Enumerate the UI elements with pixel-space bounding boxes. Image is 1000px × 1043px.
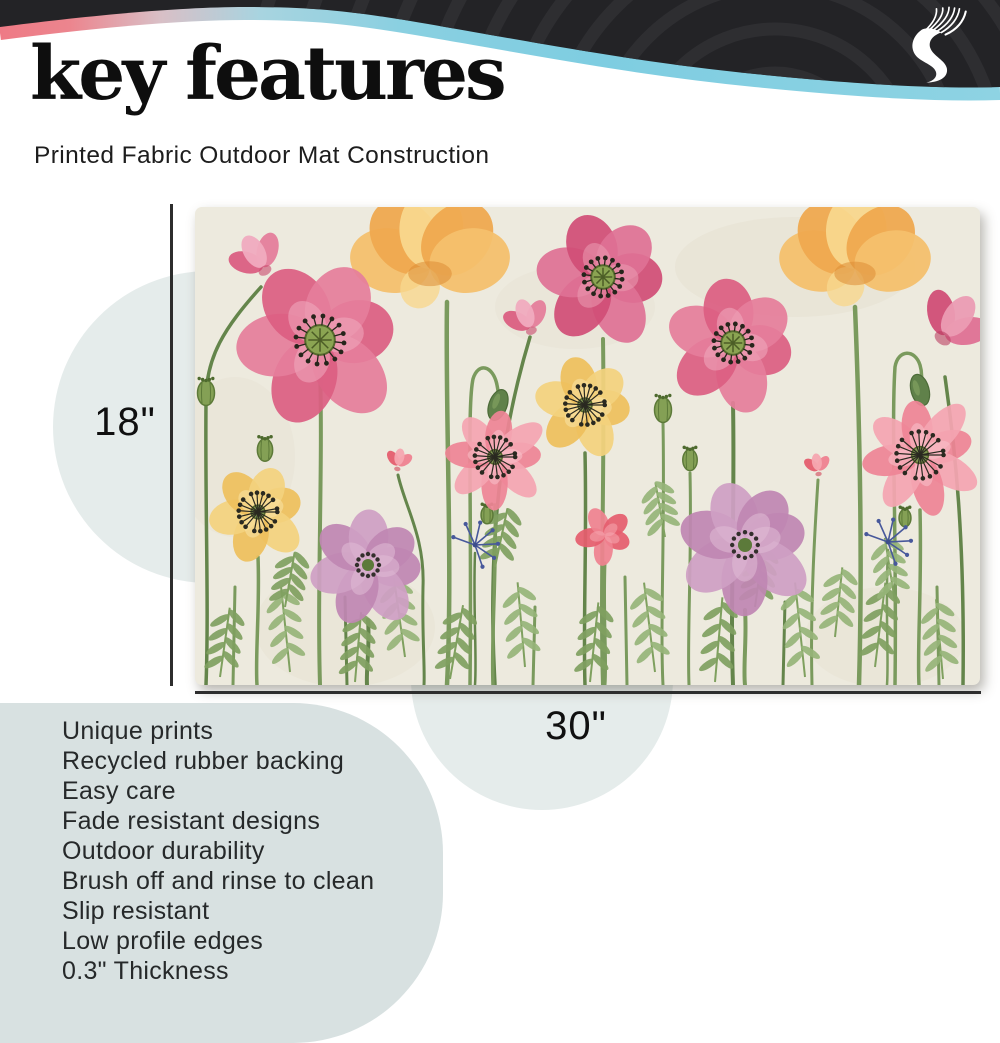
dimension-line-height — [170, 204, 173, 686]
dimension-label-height: 18" — [94, 400, 156, 444]
feature-item: Easy care — [62, 777, 176, 805]
feature-item: Slip resistant — [62, 897, 210, 925]
feature-item: Low profile edges — [62, 927, 264, 955]
mat-product-image — [195, 207, 980, 685]
feature-item: Recycled rubber backing — [62, 747, 345, 775]
feature-item: Fade resistant designs — [62, 807, 321, 835]
page-subtitle: Printed Fabric Outdoor Mat Construction — [34, 142, 490, 169]
watercolor-poppy-artwork — [195, 207, 980, 685]
dimension-line-width — [195, 691, 981, 694]
feature-item: 0.3" Thickness — [62, 957, 229, 985]
feature-item: Unique prints — [62, 717, 214, 745]
page-title: key features — [30, 31, 504, 117]
dimension-label-width: 30" — [545, 704, 607, 748]
feature-list — [62, 716, 374, 986]
s-swoosh-logo-icon — [897, 6, 969, 84]
feature-item: Outdoor durability — [62, 837, 265, 865]
feature-item: Brush off and rinse to clean — [62, 867, 375, 895]
